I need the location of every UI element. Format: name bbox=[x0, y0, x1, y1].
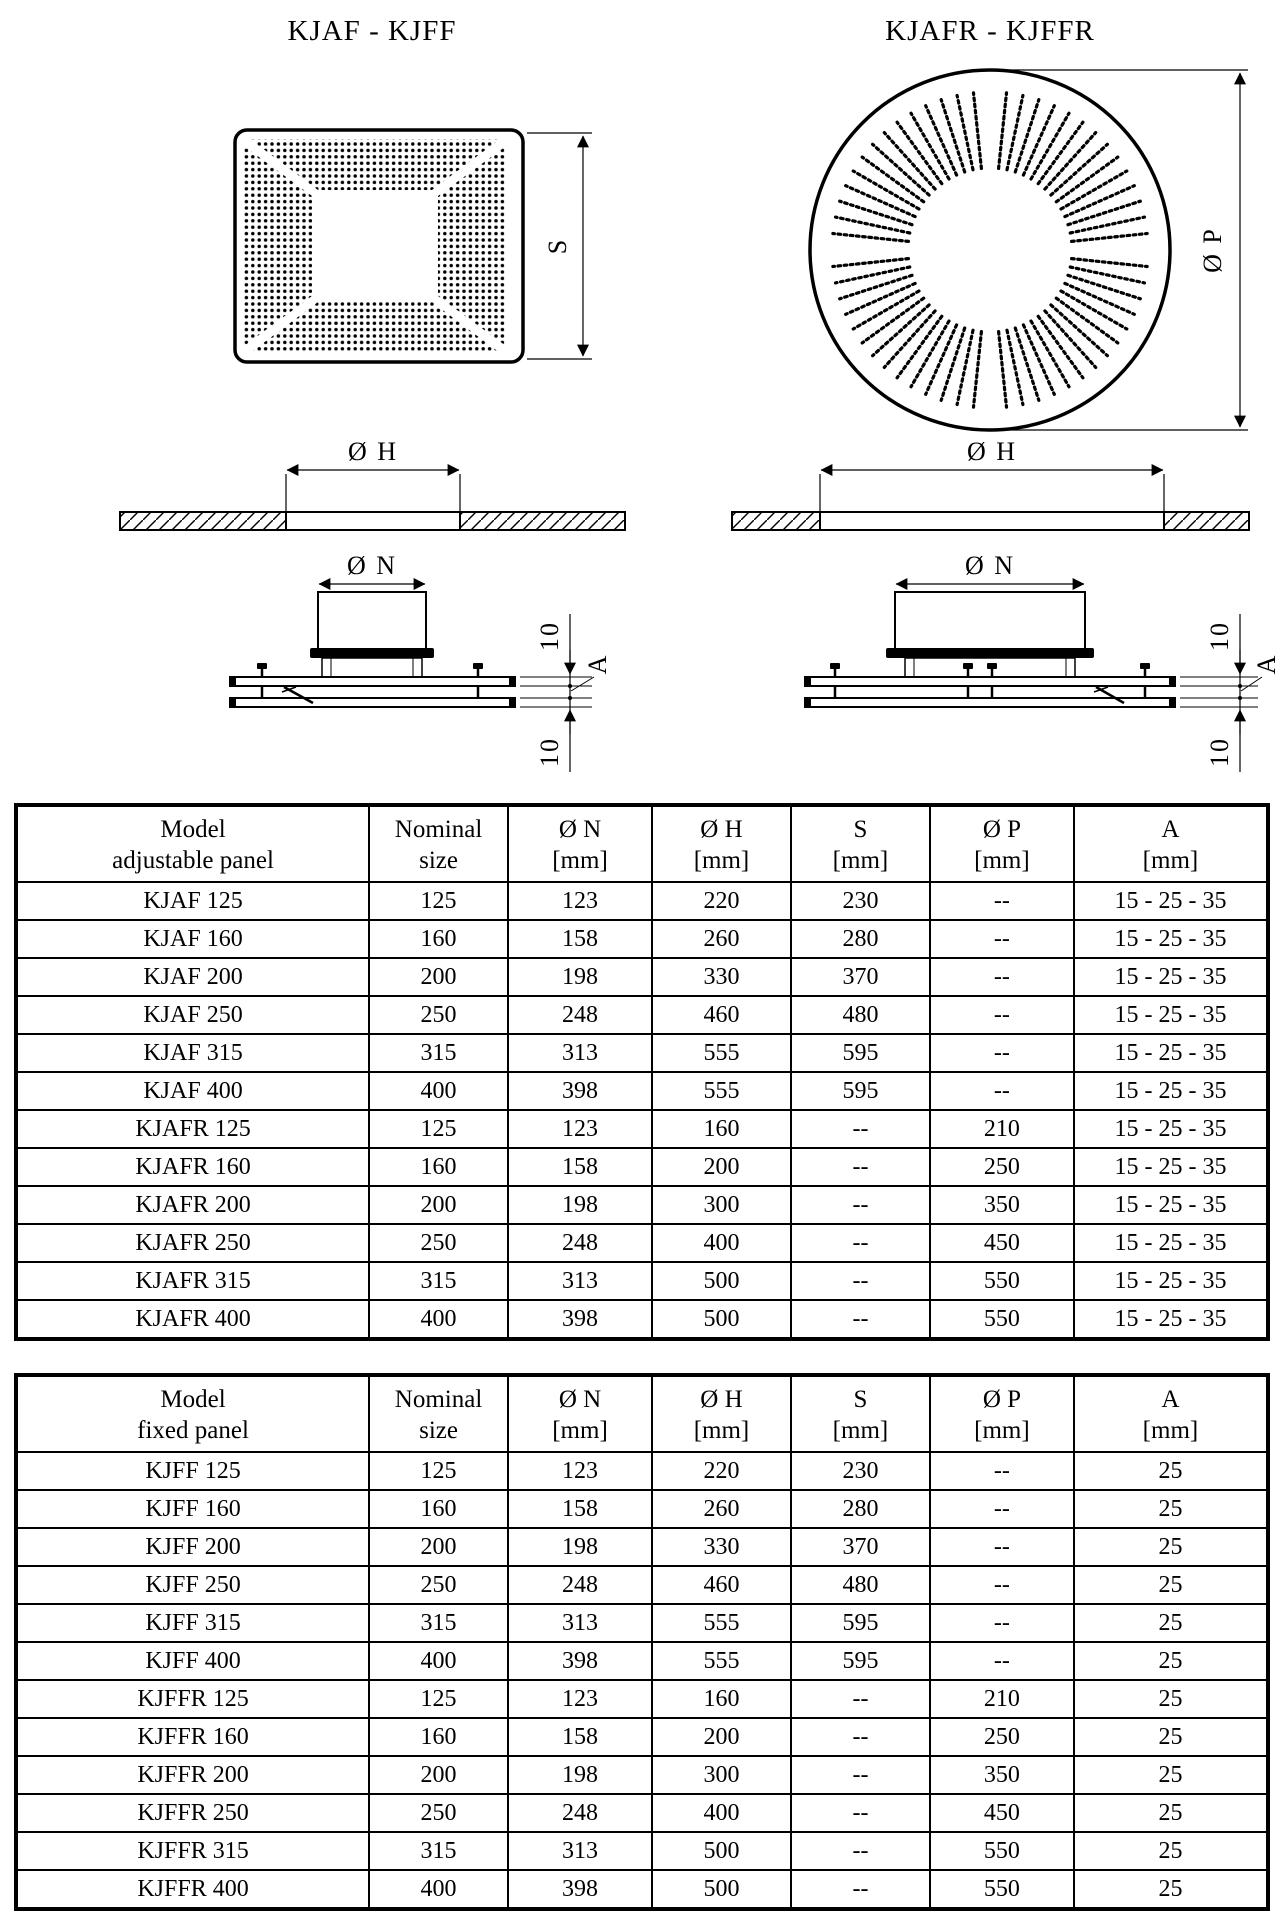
cell-s: -- bbox=[791, 1718, 930, 1756]
cell-diameter-h: 160 bbox=[652, 1680, 791, 1718]
cell-nominal-size: 200 bbox=[369, 1756, 508, 1794]
cell-a: 25 bbox=[1074, 1642, 1268, 1680]
cell-a: 15 - 25 - 35 bbox=[1074, 882, 1268, 920]
cell-diameter-p: -- bbox=[930, 882, 1074, 920]
cell-diameter-p: -- bbox=[930, 1034, 1074, 1072]
column-header-line2: [mm] bbox=[974, 847, 1030, 874]
column-header bbox=[652, 805, 791, 882]
dim-label-n-left: Ø N bbox=[346, 551, 398, 580]
cell-diameter-p: 450 bbox=[930, 1224, 1074, 1262]
cell-nominal-size: 400 bbox=[369, 1642, 508, 1680]
cell-a: 25 bbox=[1074, 1528, 1268, 1566]
cell-diameter-n: 248 bbox=[508, 1224, 652, 1262]
technical-drawings bbox=[0, 0, 1284, 795]
column-header bbox=[369, 1375, 508, 1452]
table-row bbox=[16, 1870, 1268, 1909]
cell-s: -- bbox=[791, 1794, 930, 1832]
cell-nominal-size: 200 bbox=[369, 958, 508, 996]
cell-s: -- bbox=[791, 1148, 930, 1186]
table-row bbox=[16, 1528, 1268, 1566]
cell-model: KJAFR 160 bbox=[16, 1148, 369, 1186]
cell-diameter-h: 555 bbox=[652, 1642, 791, 1680]
cell-diameter-h: 460 bbox=[652, 996, 791, 1034]
table-row bbox=[16, 1832, 1268, 1870]
column-header-line2: fixed panel bbox=[137, 1417, 249, 1444]
column-header bbox=[791, 805, 930, 882]
cell-diameter-p: 250 bbox=[930, 1148, 1074, 1186]
cell-diameter-n: 248 bbox=[508, 1794, 652, 1832]
cell-diameter-p: 250 bbox=[930, 1718, 1074, 1756]
cell-a: 25 bbox=[1074, 1452, 1268, 1490]
column-header-line1: Model bbox=[160, 815, 226, 843]
dim-label-10-bottom-left: 10 bbox=[535, 737, 564, 767]
cell-diameter-p: -- bbox=[930, 920, 1074, 958]
cell-a: 15 - 25 - 35 bbox=[1074, 1300, 1268, 1339]
cell-s: 595 bbox=[791, 1604, 930, 1642]
column-header-line2: adjustable panel bbox=[112, 847, 274, 874]
cell-model: KJAF 400 bbox=[16, 1072, 369, 1110]
cell-diameter-n: 198 bbox=[508, 958, 652, 996]
cell-diameter-p: 550 bbox=[930, 1300, 1074, 1339]
cell-diameter-p: -- bbox=[930, 1566, 1074, 1604]
cell-diameter-n: 123 bbox=[508, 1452, 652, 1490]
cell-diameter-p: 550 bbox=[930, 1832, 1074, 1870]
cell-diameter-h: 555 bbox=[652, 1034, 791, 1072]
cell-nominal-size: 160 bbox=[369, 920, 508, 958]
cell-s: -- bbox=[791, 1832, 930, 1870]
column-header-line2: [mm] bbox=[974, 1417, 1030, 1444]
table-row bbox=[16, 1262, 1268, 1300]
column-header bbox=[930, 1375, 1074, 1452]
right-section-view bbox=[805, 551, 1175, 707]
cell-diameter-n: 248 bbox=[508, 996, 652, 1034]
table-row bbox=[16, 996, 1268, 1034]
column-header-line2: [mm] bbox=[693, 1417, 750, 1444]
cell-diameter-p: -- bbox=[930, 1604, 1074, 1642]
cell-s: -- bbox=[791, 1300, 930, 1339]
cell-model: KJAF 160 bbox=[16, 920, 369, 958]
cell-diameter-h: 555 bbox=[652, 1604, 791, 1642]
table-body bbox=[16, 1452, 1268, 1909]
column-header bbox=[791, 1375, 930, 1452]
table-row bbox=[16, 1186, 1268, 1224]
cell-s: 595 bbox=[791, 1034, 930, 1072]
column-header bbox=[508, 805, 652, 882]
cell-model: KJFF 125 bbox=[16, 1452, 369, 1490]
cell-model: KJFFR 125 bbox=[16, 1680, 369, 1718]
dim-label-10-top-right: 10 bbox=[1205, 621, 1234, 651]
cell-diameter-h: 200 bbox=[652, 1148, 791, 1186]
cell-diameter-n: 198 bbox=[508, 1756, 652, 1794]
cell-a: 25 bbox=[1074, 1756, 1268, 1794]
table-row bbox=[16, 1072, 1268, 1110]
column-header-line1: Ø N bbox=[558, 815, 602, 843]
cell-s: -- bbox=[791, 1680, 930, 1718]
cell-model: KJFF 315 bbox=[16, 1604, 369, 1642]
cell-a: 25 bbox=[1074, 1832, 1268, 1870]
left-side-view bbox=[120, 437, 625, 530]
cell-model: KJFFR 250 bbox=[16, 1794, 369, 1832]
cell-diameter-n: 313 bbox=[508, 1034, 652, 1072]
left-section-view bbox=[230, 551, 515, 707]
cell-diameter-h: 220 bbox=[652, 1452, 791, 1490]
cell-diameter-h: 400 bbox=[652, 1224, 791, 1262]
column-header bbox=[652, 1375, 791, 1452]
cell-diameter-p: 550 bbox=[930, 1870, 1074, 1909]
column-header-line1: Nominal bbox=[394, 1385, 483, 1413]
cell-diameter-h: 300 bbox=[652, 1186, 791, 1224]
cell-s: 230 bbox=[791, 882, 930, 920]
dim-label-h-right: Ø H bbox=[966, 437, 1018, 466]
cell-diameter-p: 450 bbox=[930, 1794, 1074, 1832]
cell-nominal-size: 200 bbox=[369, 1528, 508, 1566]
cell-nominal-size: 400 bbox=[369, 1300, 508, 1339]
cell-nominal-size: 250 bbox=[369, 1566, 508, 1604]
table-row bbox=[16, 1604, 1268, 1642]
cell-nominal-size: 250 bbox=[369, 1794, 508, 1832]
cell-diameter-n: 123 bbox=[508, 1110, 652, 1148]
cell-a: 15 - 25 - 35 bbox=[1074, 1034, 1268, 1072]
column-header bbox=[930, 805, 1074, 882]
cell-diameter-n: 398 bbox=[508, 1642, 652, 1680]
dim-label-10-bottom-right: 10 bbox=[1205, 737, 1234, 767]
cell-diameter-h: 160 bbox=[652, 1110, 791, 1148]
cell-a: 15 - 25 - 35 bbox=[1074, 1224, 1268, 1262]
cell-nominal-size: 200 bbox=[369, 1186, 508, 1224]
cell-a: 15 - 25 - 35 bbox=[1074, 1262, 1268, 1300]
cell-diameter-n: 158 bbox=[508, 1148, 652, 1186]
cell-diameter-p: -- bbox=[930, 1528, 1074, 1566]
cell-model: KJAFR 200 bbox=[16, 1186, 369, 1224]
cell-diameter-n: 398 bbox=[508, 1072, 652, 1110]
cell-s: -- bbox=[791, 1186, 930, 1224]
cell-model: KJFFR 400 bbox=[16, 1870, 369, 1909]
cell-s: -- bbox=[791, 1870, 930, 1909]
cell-model: KJAF 250 bbox=[16, 996, 369, 1034]
adjustable-panel-dimensions-table bbox=[14, 803, 1270, 1341]
cell-a: 15 - 25 - 35 bbox=[1074, 1072, 1268, 1110]
cell-diameter-h: 460 bbox=[652, 1566, 791, 1604]
cell-a: 25 bbox=[1074, 1870, 1268, 1909]
cell-s: 480 bbox=[791, 996, 930, 1034]
cell-nominal-size: 400 bbox=[369, 1072, 508, 1110]
cell-nominal-size: 125 bbox=[369, 1110, 508, 1148]
column-header-line1: Model bbox=[160, 1385, 226, 1413]
cell-a: 25 bbox=[1074, 1794, 1268, 1832]
dim-s bbox=[527, 133, 592, 359]
column-header-line1: Ø H bbox=[700, 1385, 743, 1413]
cell-model: KJFFR 315 bbox=[16, 1832, 369, 1870]
cell-a: 15 - 25 - 35 bbox=[1074, 958, 1268, 996]
cell-diameter-h: 500 bbox=[652, 1262, 791, 1300]
cell-s: 230 bbox=[791, 1452, 930, 1490]
cell-nominal-size: 160 bbox=[369, 1718, 508, 1756]
cell-diameter-n: 158 bbox=[508, 920, 652, 958]
cell-model: KJAFR 250 bbox=[16, 1224, 369, 1262]
cell-diameter-n: 248 bbox=[508, 1566, 652, 1604]
table-row bbox=[16, 958, 1268, 996]
cell-s: -- bbox=[791, 1224, 930, 1262]
cell-model: KJAFR 315 bbox=[16, 1262, 369, 1300]
cell-a: 15 - 25 - 35 bbox=[1074, 1186, 1268, 1224]
column-header-line1: Ø H bbox=[700, 815, 743, 843]
cell-diameter-h: 500 bbox=[652, 1300, 791, 1339]
cell-s: 280 bbox=[791, 920, 930, 958]
cell-diameter-h: 555 bbox=[652, 1072, 791, 1110]
cell-diameter-h: 260 bbox=[652, 1490, 791, 1528]
cell-diameter-n: 158 bbox=[508, 1490, 652, 1528]
cell-s: 370 bbox=[791, 958, 930, 996]
cell-model: KJFF 250 bbox=[16, 1566, 369, 1604]
table-row bbox=[16, 1224, 1268, 1262]
cell-nominal-size: 315 bbox=[369, 1262, 508, 1300]
cell-diameter-h: 260 bbox=[652, 920, 791, 958]
table-body bbox=[16, 882, 1268, 1339]
cell-diameter-n: 313 bbox=[508, 1832, 652, 1870]
table-adjustable-panel bbox=[14, 803, 1270, 1341]
cell-diameter-p: -- bbox=[930, 958, 1074, 996]
cell-model: KJAF 125 bbox=[16, 882, 369, 920]
dim-label-a-right: A bbox=[1252, 653, 1281, 675]
dim-label-s: S bbox=[543, 237, 572, 255]
cell-s: 595 bbox=[791, 1642, 930, 1680]
cell-s: 370 bbox=[791, 1528, 930, 1566]
cell-diameter-n: 158 bbox=[508, 1718, 652, 1756]
cell-diameter-p: 210 bbox=[930, 1680, 1074, 1718]
cell-diameter-h: 200 bbox=[652, 1718, 791, 1756]
left-dim-stack bbox=[520, 614, 612, 772]
column-header-line2: [mm] bbox=[693, 847, 750, 874]
table-fixed-panel bbox=[14, 1373, 1270, 1911]
dim-label-p: Ø P bbox=[1198, 227, 1227, 273]
column-header-line2: [mm] bbox=[832, 1417, 889, 1444]
cell-nominal-size: 400 bbox=[369, 1870, 508, 1909]
column-header bbox=[508, 1375, 652, 1452]
cell-a: 25 bbox=[1074, 1604, 1268, 1642]
cell-model: KJAF 200 bbox=[16, 958, 369, 996]
cell-s: 595 bbox=[791, 1072, 930, 1110]
cell-diameter-n: 313 bbox=[508, 1262, 652, 1300]
table-row bbox=[16, 1566, 1268, 1604]
table-row bbox=[16, 882, 1268, 920]
cell-nominal-size: 160 bbox=[369, 1490, 508, 1528]
cell-diameter-h: 220 bbox=[652, 882, 791, 920]
cell-diameter-p: 210 bbox=[930, 1110, 1074, 1148]
cell-model: KJAF 315 bbox=[16, 1034, 369, 1072]
cell-diameter-h: 330 bbox=[652, 958, 791, 996]
dim-label-h-left: Ø H bbox=[347, 437, 399, 466]
table-row bbox=[16, 1794, 1268, 1832]
cell-model: KJFFR 160 bbox=[16, 1718, 369, 1756]
cell-s: 280 bbox=[791, 1490, 930, 1528]
dim-label-n-right: Ø N bbox=[964, 551, 1016, 580]
cell-model: KJFF 200 bbox=[16, 1528, 369, 1566]
cell-a: 25 bbox=[1074, 1490, 1268, 1528]
cell-diameter-p: -- bbox=[930, 1072, 1074, 1110]
cell-model: KJFFR 200 bbox=[16, 1756, 369, 1794]
cell-diameter-p: -- bbox=[930, 1642, 1074, 1680]
column-header bbox=[1074, 1375, 1268, 1452]
cell-a: 25 bbox=[1074, 1566, 1268, 1604]
table-row bbox=[16, 1642, 1268, 1680]
column-header bbox=[16, 805, 369, 882]
cell-diameter-h: 400 bbox=[652, 1794, 791, 1832]
cell-a: 25 bbox=[1074, 1680, 1268, 1718]
column-header-line2: size bbox=[419, 847, 458, 874]
round-panel-drawing bbox=[810, 70, 1170, 430]
cell-nominal-size: 315 bbox=[369, 1832, 508, 1870]
cell-s: -- bbox=[791, 1756, 930, 1794]
cell-model: KJFF 400 bbox=[16, 1642, 369, 1680]
cell-a: 15 - 25 - 35 bbox=[1074, 1148, 1268, 1186]
column-header-line1: S bbox=[853, 1385, 868, 1413]
cell-diameter-n: 398 bbox=[508, 1300, 652, 1339]
cell-diameter-n: 198 bbox=[508, 1528, 652, 1566]
table-header-row bbox=[16, 1375, 1268, 1452]
column-header-line1: Ø N bbox=[558, 1385, 602, 1413]
column-header-line1: Ø P bbox=[982, 815, 1022, 843]
cell-s: 480 bbox=[791, 1566, 930, 1604]
left-title: KJAF - KJFF bbox=[287, 15, 457, 47]
right-dim-stack bbox=[1180, 614, 1281, 772]
cell-diameter-h: 500 bbox=[652, 1832, 791, 1870]
cell-a: 15 - 25 - 35 bbox=[1074, 996, 1268, 1034]
dim-label-a-left: A bbox=[583, 653, 612, 675]
column-header-line2: [mm] bbox=[1142, 847, 1199, 874]
column-header-line2: size bbox=[419, 1417, 458, 1444]
cell-diameter-h: 500 bbox=[652, 1870, 791, 1909]
column-header-line1: Ø P bbox=[982, 1385, 1022, 1413]
cell-diameter-p: -- bbox=[930, 1490, 1074, 1528]
cell-nominal-size: 125 bbox=[369, 882, 508, 920]
column-header-line2: [mm] bbox=[1142, 1417, 1199, 1444]
table-header-row bbox=[16, 805, 1268, 882]
cell-diameter-n: 123 bbox=[508, 882, 652, 920]
cell-a: 15 - 25 - 35 bbox=[1074, 1110, 1268, 1148]
table-row bbox=[16, 1680, 1268, 1718]
cell-nominal-size: 125 bbox=[369, 1680, 508, 1718]
column-header-line2: [mm] bbox=[552, 1417, 608, 1444]
cell-nominal-size: 160 bbox=[369, 1148, 508, 1186]
column-header-line1: A bbox=[1161, 1385, 1180, 1413]
cell-s: -- bbox=[791, 1110, 930, 1148]
cell-nominal-size: 315 bbox=[369, 1604, 508, 1642]
cell-diameter-n: 313 bbox=[508, 1604, 652, 1642]
table-row bbox=[16, 1490, 1268, 1528]
column-header-line1: Nominal bbox=[394, 815, 483, 843]
cell-diameter-n: 398 bbox=[508, 1870, 652, 1909]
cell-model: KJAFR 400 bbox=[16, 1300, 369, 1339]
cell-a: 25 bbox=[1074, 1718, 1268, 1756]
cell-diameter-p: 350 bbox=[930, 1756, 1074, 1794]
table-row bbox=[16, 920, 1268, 958]
column-header-line2: [mm] bbox=[552, 847, 608, 874]
table-row bbox=[16, 1718, 1268, 1756]
column-header-line1: A bbox=[1161, 815, 1180, 843]
table-row bbox=[16, 1756, 1268, 1794]
cell-diameter-p: -- bbox=[930, 996, 1074, 1034]
table-row bbox=[16, 1034, 1268, 1072]
square-panel-drawing bbox=[235, 130, 523, 362]
cell-diameter-p: 350 bbox=[930, 1186, 1074, 1224]
cell-nominal-size: 315 bbox=[369, 1034, 508, 1072]
table-row bbox=[16, 1452, 1268, 1490]
column-header bbox=[16, 1375, 369, 1452]
cell-nominal-size: 125 bbox=[369, 1452, 508, 1490]
column-header bbox=[1074, 805, 1268, 882]
right-side-view bbox=[732, 437, 1249, 530]
cell-model: KJFF 160 bbox=[16, 1490, 369, 1528]
column-header-line1: S bbox=[853, 815, 868, 843]
dim-label-10-top-left: 10 bbox=[535, 621, 564, 651]
cell-diameter-p: 550 bbox=[930, 1262, 1074, 1300]
cell-model: KJAFR 125 bbox=[16, 1110, 369, 1148]
fixed-panel-dimensions-table bbox=[14, 1373, 1270, 1911]
column-header bbox=[369, 805, 508, 882]
table-row bbox=[16, 1300, 1268, 1339]
cell-diameter-p: -- bbox=[930, 1452, 1074, 1490]
cell-s: -- bbox=[791, 1262, 930, 1300]
column-header-line2: [mm] bbox=[832, 847, 889, 874]
cell-nominal-size: 250 bbox=[369, 1224, 508, 1262]
table-row bbox=[16, 1110, 1268, 1148]
right-title: KJAFR - KJFFR bbox=[885, 15, 1095, 47]
cell-nominal-size: 250 bbox=[369, 996, 508, 1034]
cell-a: 15 - 25 - 35 bbox=[1074, 920, 1268, 958]
cell-diameter-n: 198 bbox=[508, 1186, 652, 1224]
table-row bbox=[16, 1148, 1268, 1186]
cell-diameter-h: 300 bbox=[652, 1756, 791, 1794]
cell-diameter-n: 123 bbox=[508, 1680, 652, 1718]
cell-diameter-h: 330 bbox=[652, 1528, 791, 1566]
